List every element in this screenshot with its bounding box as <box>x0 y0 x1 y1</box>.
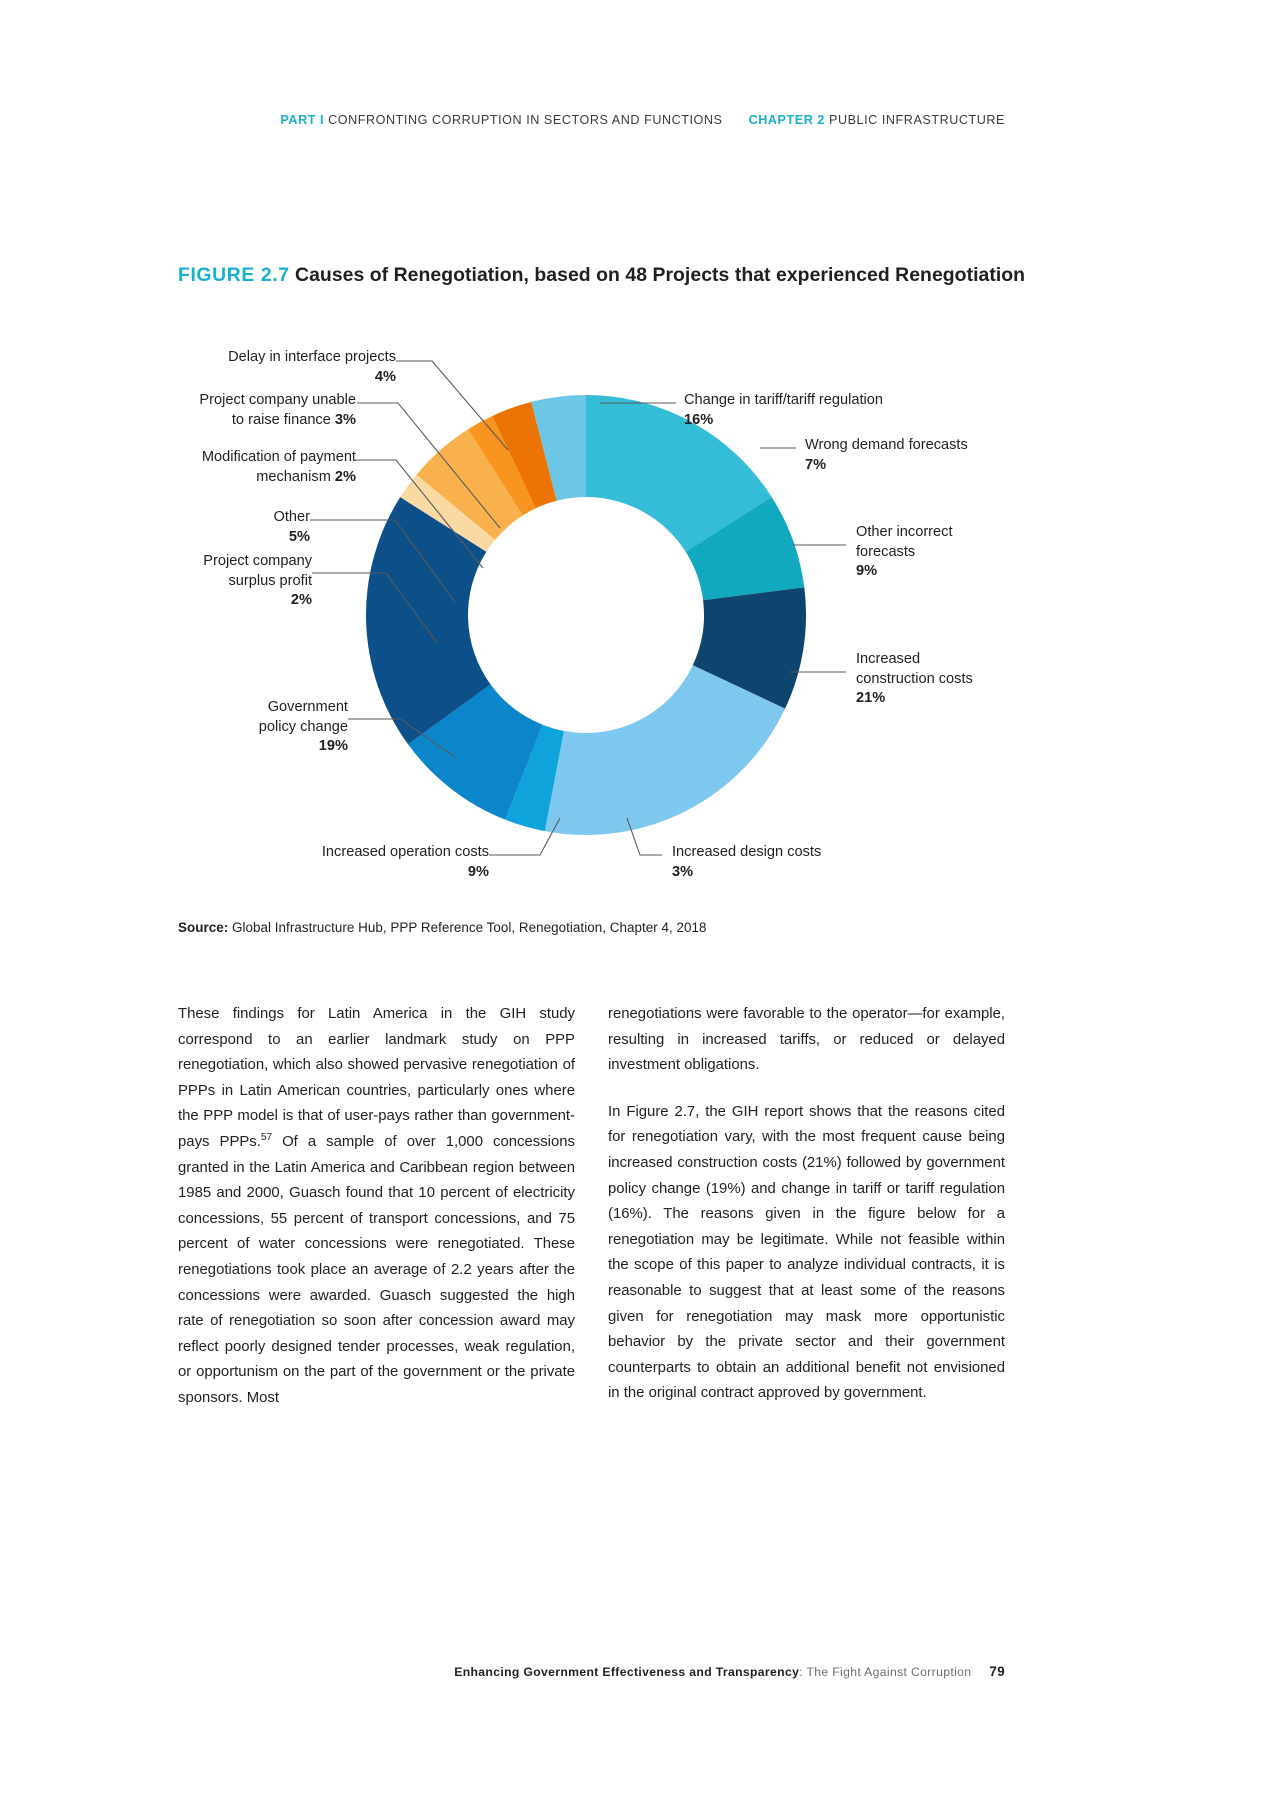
label-line-2: to raise finance 3% <box>231 411 356 428</box>
label-line-1: Other <box>273 509 310 525</box>
label-increased-operation-costs <box>189 843 489 882</box>
paragraph-left-1-part-a: These findings for Latin America in the GIH study correspond to an earlier landmark study on PPP renegotiation, which also showed pervasive renegotiation of PPPs in Latin American countries, particularly ones where the PPP model is that of user-pays rather than government-pays PPPs. <box>178 1006 575 1150</box>
label-government-policy-change <box>78 698 348 757</box>
label-line-1: Delay in interface projects <box>228 349 396 365</box>
label-increased-construction-costs <box>856 650 1156 709</box>
label-line-1: Other incorrect <box>856 524 953 540</box>
paragraph-left-1-part-b: Of a sample of over 1,000 concessions granted in the Latin America and Caribbean region between 1985 and 2000, Guasch found that 10 percent of electricity concessions, 55 percent of transport concessions, and 75 percent of water concessions were renegotiated. These renegotiations took place an average of 2.2 years after the concessions were awarded. Guasch suggested the high rate of renegotiation so soon after concession award may reflect poorly designed tender processes, weak regulation, or opportunism on the part of the government or the private sponsors. Most <box>178 1133 575 1406</box>
label-line-1: Project company unable <box>199 392 356 408</box>
label-value: 7% <box>805 456 827 473</box>
page-footer <box>0 1664 1273 1679</box>
label-value: 19% <box>318 738 348 754</box>
label-line-2: construction costs <box>856 670 973 687</box>
label-line-2: forecasts <box>856 543 916 560</box>
figure-chart-area <box>0 320 1273 900</box>
label-value: 9% <box>467 863 489 880</box>
page-number: 79 <box>989 1664 1005 1679</box>
label-line-2: mechanism 2% <box>256 468 356 485</box>
source-text: Global Infrastructure Hub, PPP Reference Tool, Renegotiation, Chapter 4, 2018 <box>232 920 707 935</box>
label-value: 2% <box>334 468 356 485</box>
label-line-1: Project company <box>203 553 312 569</box>
figure-title-text: Causes of Renegotiation, based on 48 Projects that experienced Renegotiation <box>295 264 1026 286</box>
footer-title-bold: Enhancing Government Effectiveness and Transparency <box>454 1665 800 1679</box>
label-line-1: Increased design costs <box>672 844 822 860</box>
label-value: 5% <box>288 528 310 545</box>
label-delay-in-interface-projects <box>96 348 396 387</box>
donut-chart <box>366 395 806 835</box>
donut-chart-svg <box>366 395 806 835</box>
chapter-label: CHAPTER 2 <box>748 113 825 127</box>
paragraph-right-2: In Figure 2.7, the GIH report shows that the reasons cited for renegotiation vary, with the most frequent cause being increased construction costs (21%) followed by government policy change (19%) and change in tariff or tariff regulation (16%). The reasons given in the figure below for a renegotiation may be legitimate. While not feasible within the scope of this paper to analyze individual contracts, it is reasonable to suggest that at least some of the reasons given for renegotiation may mask more opportunistic behavior by the private sector and their government counterparts to obtain an additional benefit not envisioned in the original contract approved by government. <box>608 1103 1005 1402</box>
label-line-2: policy change <box>258 718 348 735</box>
label-wrong-demand-forecasts <box>805 436 1105 475</box>
label-value: 3% <box>334 411 356 428</box>
figure-number: FIGURE 2.7 <box>178 264 290 286</box>
label-value: 16% <box>684 411 714 428</box>
label-value: 4% <box>374 368 396 385</box>
body-column-right <box>608 1002 1005 1428</box>
figure-title <box>178 264 1058 287</box>
label-change-in-tariff-regulation <box>684 391 1024 430</box>
paragraph-right-1: renegotiations were favorable to the operator—for example, resulting in increased tariffs, or reduced or delayed investment obligations. <box>608 1006 1005 1074</box>
figure-source <box>178 920 707 935</box>
label-increased-design-costs <box>672 843 972 882</box>
label-project-company-surplus-profit <box>52 552 312 611</box>
label-value: 3% <box>672 863 694 880</box>
label-other <box>60 508 310 547</box>
label-value: 9% <box>856 563 878 579</box>
label-value: 2% <box>290 592 312 608</box>
footnote-marker-57: 57 <box>260 1132 273 1143</box>
part-label: PART I <box>280 113 325 127</box>
label-line-1: Increased <box>856 651 921 667</box>
label-line-1: Government <box>267 699 348 715</box>
body-column-left <box>178 1002 575 1433</box>
footer-title-rest: : The Fight Against Corruption <box>799 1665 972 1679</box>
source-label: Source: <box>178 920 229 935</box>
paragraph-left-1 <box>178 1002 575 1412</box>
running-header <box>0 113 1273 127</box>
body-columns <box>178 1002 1095 1406</box>
label-other-incorrect-forecasts <box>856 523 1156 582</box>
label-line-1: Wrong demand forecasts <box>805 437 968 453</box>
label-line-1: Change in tariff/tariff regulation <box>684 392 884 408</box>
donut-slices <box>366 395 806 835</box>
label-line-1: Modification of payment <box>201 449 356 465</box>
label-value: 21% <box>856 690 886 706</box>
label-line-1: Increased operation costs <box>321 844 489 860</box>
label-line-2: surplus profit <box>228 572 312 589</box>
label-project-company-unable-to-raise-finance <box>56 391 356 430</box>
chapter-text: PUBLIC INFRASTRUCTURE <box>829 113 1005 127</box>
label-modification-of-payment-mechanism <box>56 448 356 487</box>
part-text: CONFRONTING CORRUPTION IN SECTORS AND FUNCTIONS <box>328 113 723 127</box>
